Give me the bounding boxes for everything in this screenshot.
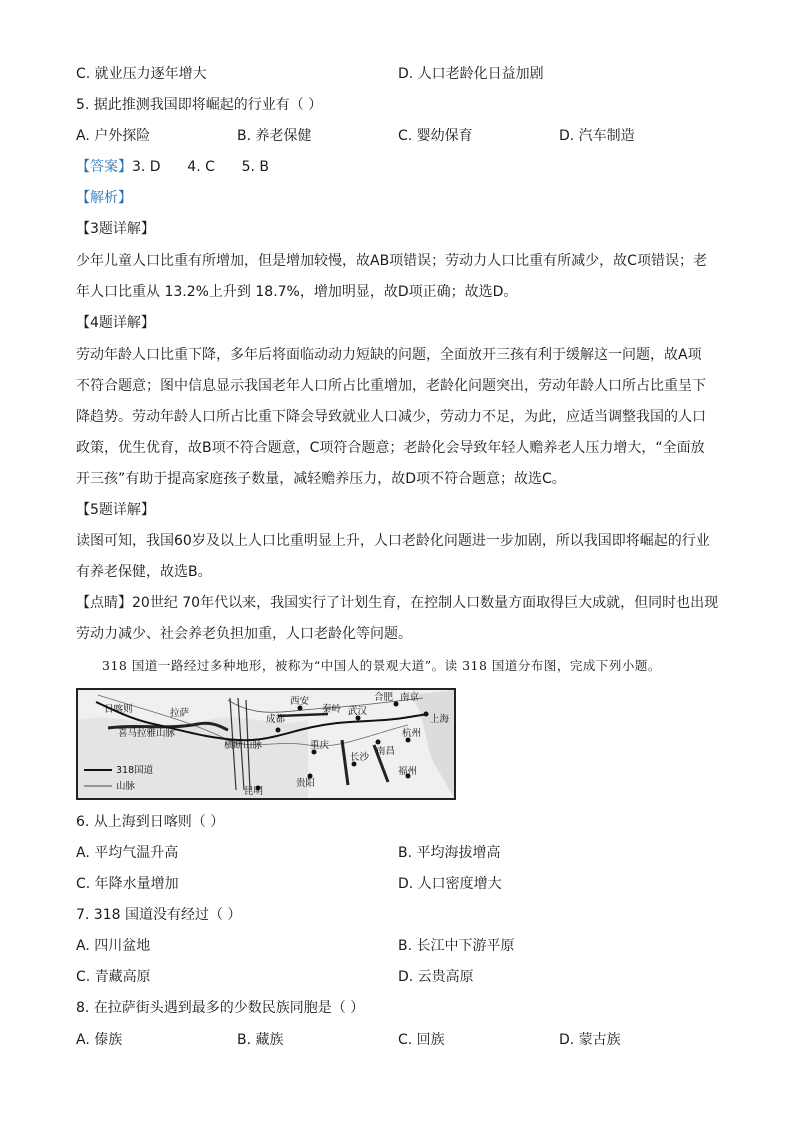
legend-road-label: 318国道 — [116, 765, 154, 776]
q6-option-c: C. 年降水量增加 — [76, 876, 179, 892]
text-line: 开三孩”有助于提高家庭孩子数量，减轻赡养压力，故D项不符合题意；故选C。 — [76, 471, 566, 487]
text-line: 少年儿童人口比重有所增加，但是增加较慢，故AB项错误；劳动力人口比重有所减少，故C项错误；老 — [76, 253, 707, 269]
q7-option-d: D. 云贵高原 — [398, 969, 474, 985]
q3-detail-tag: 【3题详解】 — [76, 221, 155, 237]
road-318-map — [76, 688, 456, 800]
city-dot — [424, 712, 429, 717]
q7-stem: 7. 318 国道没有经过（ ） — [76, 907, 242, 923]
answer-line — [76, 157, 269, 177]
q7-option-c: C. 青藏高原 — [76, 969, 151, 985]
map-label: 重庆 — [310, 740, 330, 751]
answer-text: 3. D 4. C 5. B — [132, 159, 269, 175]
key-points — [76, 593, 720, 655]
q4-detail-text — [76, 345, 720, 500]
city-dot — [276, 728, 281, 733]
map-label: 武汉 — [348, 706, 368, 717]
q4-option-c: C. 就业压力逐年增大 — [76, 66, 207, 82]
map-label: 拉萨 — [170, 708, 190, 719]
q6-option-a: A. 平均气温升高 — [76, 845, 179, 861]
q8-stem: 8. 在拉萨街头遇到最多的少数民族同胞是（ ） — [76, 1000, 365, 1016]
map-label: 贵阳 — [296, 778, 316, 789]
map-label: 秦岭 — [322, 704, 342, 715]
map-label: 长沙 — [350, 752, 370, 763]
q5-option-b: B. 养老保健 — [237, 128, 312, 144]
analysis-tag: 【解析】 — [76, 190, 132, 206]
city-dot — [376, 740, 381, 745]
map-label: 喜马拉雅山脉 — [118, 728, 176, 739]
q8-option-d: D. 蒙古族 — [559, 1032, 621, 1048]
q6-option-b: B. 平均海拔增高 — [398, 845, 501, 861]
road-318-map-svg — [78, 690, 454, 798]
text-line: 有养老保健，故选B。 — [76, 564, 212, 580]
q8-option-c: C. 回族 — [398, 1032, 445, 1048]
map-label: 杭州 — [402, 728, 422, 739]
q5-option-c: C. 婴幼保育 — [398, 128, 473, 144]
answer-tag: 【答案】 — [76, 159, 132, 175]
map-label: 合肥 — [374, 692, 394, 703]
text-line: 读图可知，我国60岁及以上人口比重明显上升，人口老龄化问题进一步加剧，所以我国即将崛起的行业 — [76, 533, 710, 549]
q3-detail-text — [76, 251, 720, 313]
q5-option-d: D. 汽车制造 — [559, 128, 635, 144]
q4-option-d: D. 人口老龄化日益加剧 — [398, 66, 544, 82]
q6-option-d: D. 人口密度增大 — [398, 876, 502, 892]
q4-detail-tag: 【4题详解】 — [76, 315, 155, 331]
city-dot — [394, 702, 399, 707]
map-label: 上海 — [430, 714, 450, 725]
terrain-shade — [78, 717, 308, 798]
text-line: 政策，优生优育，故B项不符合题意，C项符合题意；老龄化会导致年轻人赡养老人压力增大，“全面放 — [76, 440, 705, 456]
q5-stem: 5. 据此推测我国即将崛起的行业有（ ） — [76, 97, 323, 113]
key-points-text: 20世纪 70年代以来，我国实行了计划生育，在控制人口数量方面取得巨大成就，但同时也出现 — [132, 595, 719, 611]
map-label: 西安 — [290, 696, 310, 707]
map-label: 横断山脉 — [224, 740, 263, 751]
q8-option-a: A. 傣族 — [76, 1032, 123, 1048]
map-label: 日喀则 — [104, 704, 133, 715]
map-label: 成都 — [266, 714, 286, 725]
q8-option-b: B. 藏族 — [237, 1032, 284, 1048]
q7-option-a: A. 四川盆地 — [76, 938, 151, 954]
map-label: 南昌 — [376, 746, 396, 757]
map-label: 昆明 — [244, 786, 264, 797]
key-points-line — [76, 593, 720, 624]
q6-stem: 6. 从上海到日喀则（ ） — [76, 814, 225, 830]
text-line: 不符合题意；图中信息显示我国老年人口所占比重增加，老龄化问题突出，劳动年龄人口所占比重呈下 — [76, 378, 706, 394]
q5-detail-tag: 【5题详解】 — [76, 502, 155, 518]
text-line: 年人口比重从 13.2%上升到 18.7%，增加明显，故D项正确；故选D。 — [76, 284, 518, 300]
q5-option-a: A. 户外探险 — [76, 128, 151, 144]
key-points-tag: 【点睛】 — [76, 595, 132, 611]
map-label: 福州 — [398, 766, 418, 777]
q7-option-b: B. 长江中下游平原 — [398, 938, 515, 954]
q5-detail-text — [76, 531, 720, 593]
text-line: 劳动力减少、社会养老负担加重，人口老龄化等问题。 — [76, 626, 412, 642]
text-line: 降趋势。劳动年龄人口所占比重下降会导致就业人口减少，劳动力不足，为此，应适当调整我国的人口 — [76, 409, 706, 425]
map-label: 南京 — [400, 692, 420, 703]
legend-mountain-label: 山脉 — [116, 781, 136, 792]
map-intro: 318 国道一路经过多种地形，被称为“中国人的景观大道”。读 318 国道分布图，完成下列小题。 — [102, 658, 661, 673]
text-line: 劳动年龄人口比重下降，多年后将面临动动力短缺的问题，全面放开三孩有利于缓解这一问题，故A项 — [76, 347, 702, 363]
